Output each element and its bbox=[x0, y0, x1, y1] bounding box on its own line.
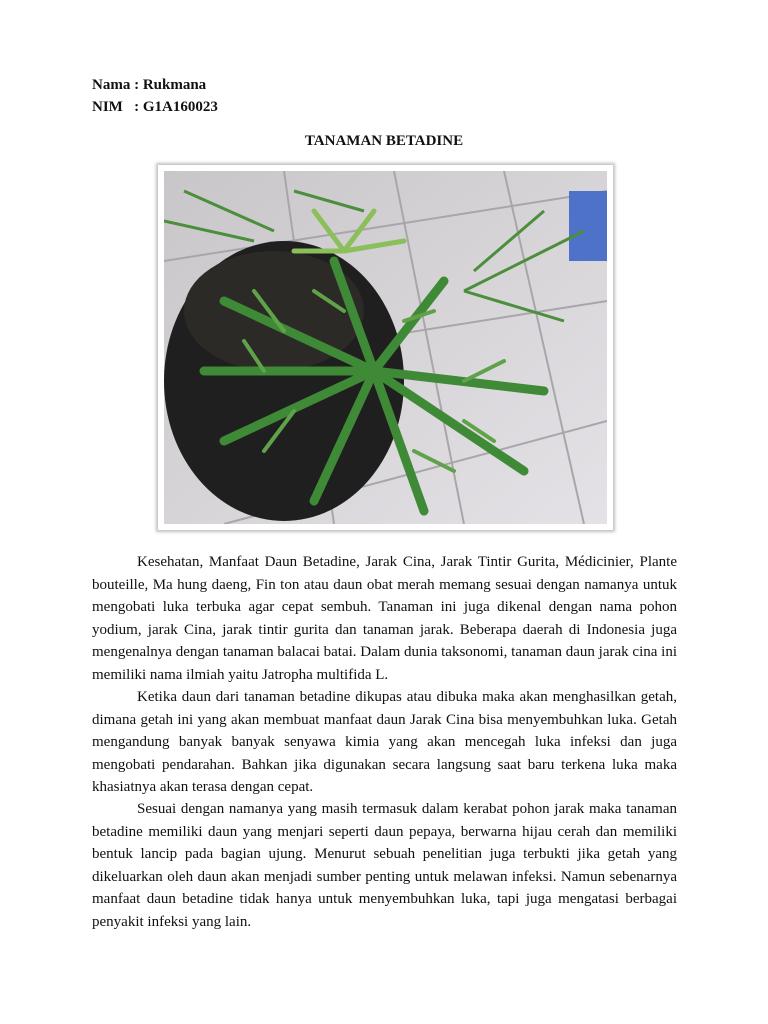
text-line: Kesehatan, Manfaat Daun Betadine, Jarak Cina, Jarak Tintir Gurita, Médicinier, Plante bbox=[137, 554, 677, 570]
text-line: Sesuai dengan namanya yang masih termasuk dalam kerabat pohon jarak maka tanaman bbox=[137, 801, 677, 817]
text-line: Ketika daun dari tanaman betadine dikupas atau dibuka maka akan menghasilkan getah, bbox=[137, 689, 677, 705]
student-nim: NIM : G1A160023 bbox=[92, 99, 218, 115]
text-line: dikeluarkan oleh daun akan menjadi sumber penting untuk melawan infeksi. Namun sebenarnya bbox=[92, 868, 677, 885]
student-name: Nama : Rukmana bbox=[92, 77, 207, 93]
text-line: mengenalnya dengan tanaman balacai batai. Dalam dunia taksonomi, tanaman daun jarak cina ini bbox=[92, 644, 677, 661]
plant-photo bbox=[158, 165, 613, 530]
paragraph-3 bbox=[92, 798, 677, 934]
text-line: bouteille, Ma hung daeng, Fin ton atau daun obat merah memang sesuai dengan namanya untuk bbox=[92, 576, 677, 593]
text-line: mengandung banyak banyak senyawa kimia yang akan mencegah luka infeksi dan juga bbox=[92, 734, 677, 751]
text-line: memiliki nama ilmiah yaitu Jatropha multifida L. bbox=[92, 666, 389, 683]
text-line: yodium, jarak Cina, jarak tintir gurita dan tanaman jarak. Beberapa daerah di Indonesia juga bbox=[92, 621, 677, 638]
text-line: dimana getah ini yang akan membuat manfaat daun Jarak Cina bisa menyembuhkan luka. Getah bbox=[92, 711, 677, 728]
text-line: khasiatnya akan terasa dengan cepat. bbox=[92, 779, 314, 796]
text-line: mengobati pendarahan. Bahkan jika digunakan secara langsung saat baru terkena luka maka bbox=[92, 756, 677, 773]
text-line: penyakit infeksi yang lain. bbox=[92, 913, 252, 930]
jatropha-plant-image bbox=[164, 171, 607, 524]
paragraph-2 bbox=[92, 686, 677, 799]
document-title: TANAMAN BETADINE bbox=[304, 133, 464, 149]
text-line: mengobati luka terbuka agar cepat sembuh. Tanaman ini juga dikenal dengan nama pohon bbox=[92, 599, 677, 616]
text-line: bentuk lancip pada bagian ujung. Menurut sebuah penelitian juga terbukti jika getah yang bbox=[92, 846, 677, 863]
text-line: betadine memiliki daun yang menjari seperti daun pepaya, berwarna hijau cerah dan memiliki bbox=[92, 823, 677, 840]
text-line: manfaat daun betadine tidak hanya untuk menyembuhkan luka, tapi juga mengatasi berbagai bbox=[92, 891, 677, 908]
paragraph-1 bbox=[92, 551, 677, 687]
